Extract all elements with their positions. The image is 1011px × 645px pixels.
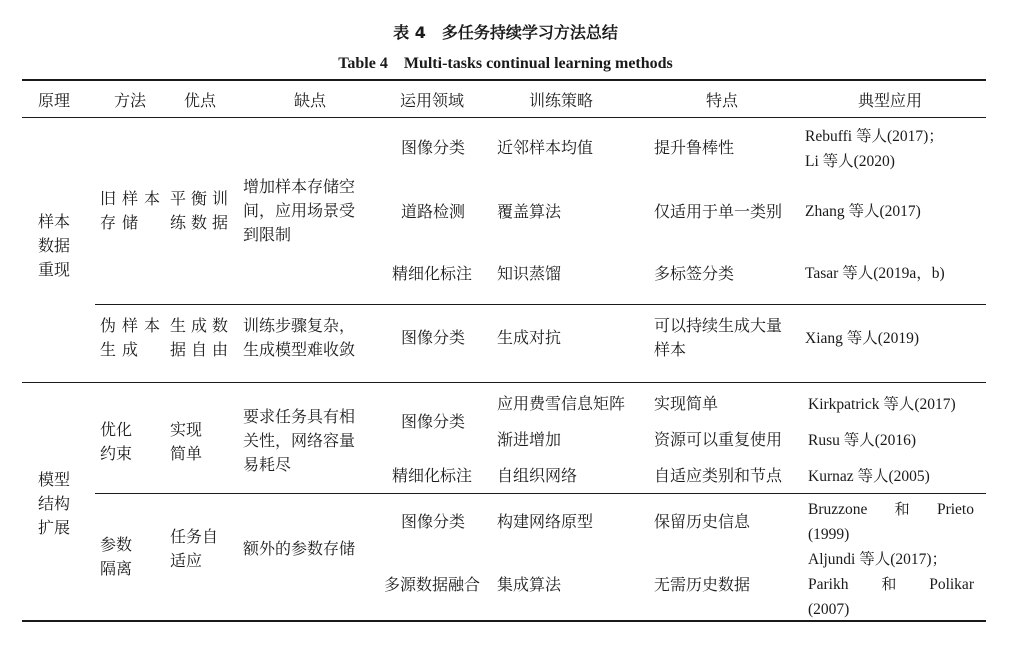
pros-optimization-constraint: 实现 简单 bbox=[170, 420, 203, 463]
header-feature: 特点 bbox=[706, 91, 739, 110]
feature-cell: 资源可以重复使用 bbox=[654, 430, 783, 449]
cons-parameter-isolation: 额外的参数存储 bbox=[243, 539, 356, 558]
domain-cell: 道路检测 bbox=[401, 202, 466, 221]
cons-pseudo-sample-generation: 训练步骤复杂， 生成模型难收敛 bbox=[243, 316, 356, 359]
pros-pseudo-sample-generation: 生成数 据自由 bbox=[170, 316, 234, 359]
pros-parameter-isolation: 任务自 适应 bbox=[170, 527, 219, 570]
header-rule bbox=[22, 117, 986, 118]
reference-cell: Tasar 等人(2019a，b) bbox=[805, 265, 945, 282]
cons-optimization-constraint: 要求任务具有相 关性，网络容量 易耗尽 bbox=[243, 407, 356, 474]
domain-cell: 图像分类 bbox=[401, 138, 466, 157]
strategy-cell: 知识蒸馏 bbox=[497, 264, 562, 283]
feature-cell: 保留历史信息 bbox=[654, 512, 751, 531]
domain-cell: 精细化标注 bbox=[392, 264, 473, 283]
reference-cell: Aljundi 等人(2017)； Parikh 和 Polikar (2007) bbox=[808, 551, 974, 618]
reference-cell: Rebuffi 等人(2017)； Li 等人(2020) bbox=[805, 128, 944, 170]
method-optimization-constraint: 优化 约束 bbox=[100, 420, 133, 463]
reference-cell: Bruzzone 和 Prieto (1999) bbox=[808, 500, 974, 543]
table-caption-cn: 表 4 多任务持续学习方法总结 bbox=[393, 23, 618, 42]
principle-model-structure-expansion: 模型 结构 扩展 bbox=[38, 470, 71, 537]
method-divider-1 bbox=[95, 304, 986, 305]
domain-cell: 图像分类 bbox=[401, 328, 466, 347]
reference-cell: Kurnaz 等人(2005) bbox=[808, 468, 930, 485]
domain-cell: 精细化标注 bbox=[392, 466, 473, 485]
strategy-cell: 应用费雪信息矩阵 bbox=[497, 394, 626, 413]
principle-sample-replay: 样本 数据 重现 bbox=[38, 212, 71, 279]
strategy-cell: 构建网络原型 bbox=[497, 512, 594, 531]
header-application: 典型应用 bbox=[858, 91, 923, 110]
feature-cell: 提升鲁棒性 bbox=[654, 138, 735, 157]
group-rule bbox=[22, 382, 986, 383]
reference-cell: Zhang 等人(2017) bbox=[805, 203, 921, 220]
strategy-cell: 近邻样本均值 bbox=[497, 138, 594, 157]
feature-cell: 多标签分类 bbox=[654, 264, 735, 283]
header-method: 方法 bbox=[114, 91, 147, 110]
strategy-cell: 集成算法 bbox=[497, 575, 562, 594]
header-principle: 原理 bbox=[38, 91, 71, 110]
header-cons: 缺点 bbox=[294, 91, 327, 110]
strategy-cell: 覆盖算法 bbox=[497, 202, 562, 221]
method-parameter-isolation: 参数 隔离 bbox=[100, 535, 133, 578]
header-domain: 运用领域 bbox=[400, 91, 465, 110]
domain-cell: 多源数据融合 bbox=[384, 575, 481, 594]
pros-old-sample-storage: 平衡训 练数据 bbox=[170, 189, 234, 232]
domain-cell: 图像分类 bbox=[401, 412, 466, 431]
feature-cell: 自适应类别和节点 bbox=[654, 466, 783, 485]
table-caption-en: Table 4 Multi-tasks continual learning methods bbox=[338, 55, 673, 72]
strategy-cell: 渐进增加 bbox=[497, 430, 562, 449]
feature-cell: 仅适用于单一类别 bbox=[654, 202, 783, 221]
reference-cell: Rusu 等人(2016) bbox=[808, 432, 917, 449]
method-old-sample-storage: 旧样本 存储 bbox=[100, 189, 167, 232]
strategy-cell: 生成对抗 bbox=[497, 328, 562, 347]
cons-old-sample-storage: 增加样本存储空 间，应用场景受 到限制 bbox=[243, 177, 356, 244]
header-strategy: 训练策略 bbox=[529, 91, 594, 110]
feature-cell: 实现简单 bbox=[654, 394, 719, 413]
top-rule bbox=[22, 79, 986, 81]
domain-cell: 图像分类 bbox=[401, 512, 466, 531]
strategy-cell: 自组织网络 bbox=[497, 466, 578, 485]
header-pros: 优点 bbox=[184, 91, 217, 110]
reference-cell: Xiang 等人(2019) bbox=[805, 330, 920, 347]
feature-cell: 可以持续生成大量 样本 bbox=[654, 316, 783, 359]
feature-cell: 无需历史数据 bbox=[654, 575, 751, 594]
reference-cell: Kirkpatrick 等人(2017) bbox=[808, 396, 956, 413]
method-pseudo-sample-generation: 伪样本 生成 bbox=[100, 316, 167, 359]
method-divider-2 bbox=[95, 493, 986, 494]
